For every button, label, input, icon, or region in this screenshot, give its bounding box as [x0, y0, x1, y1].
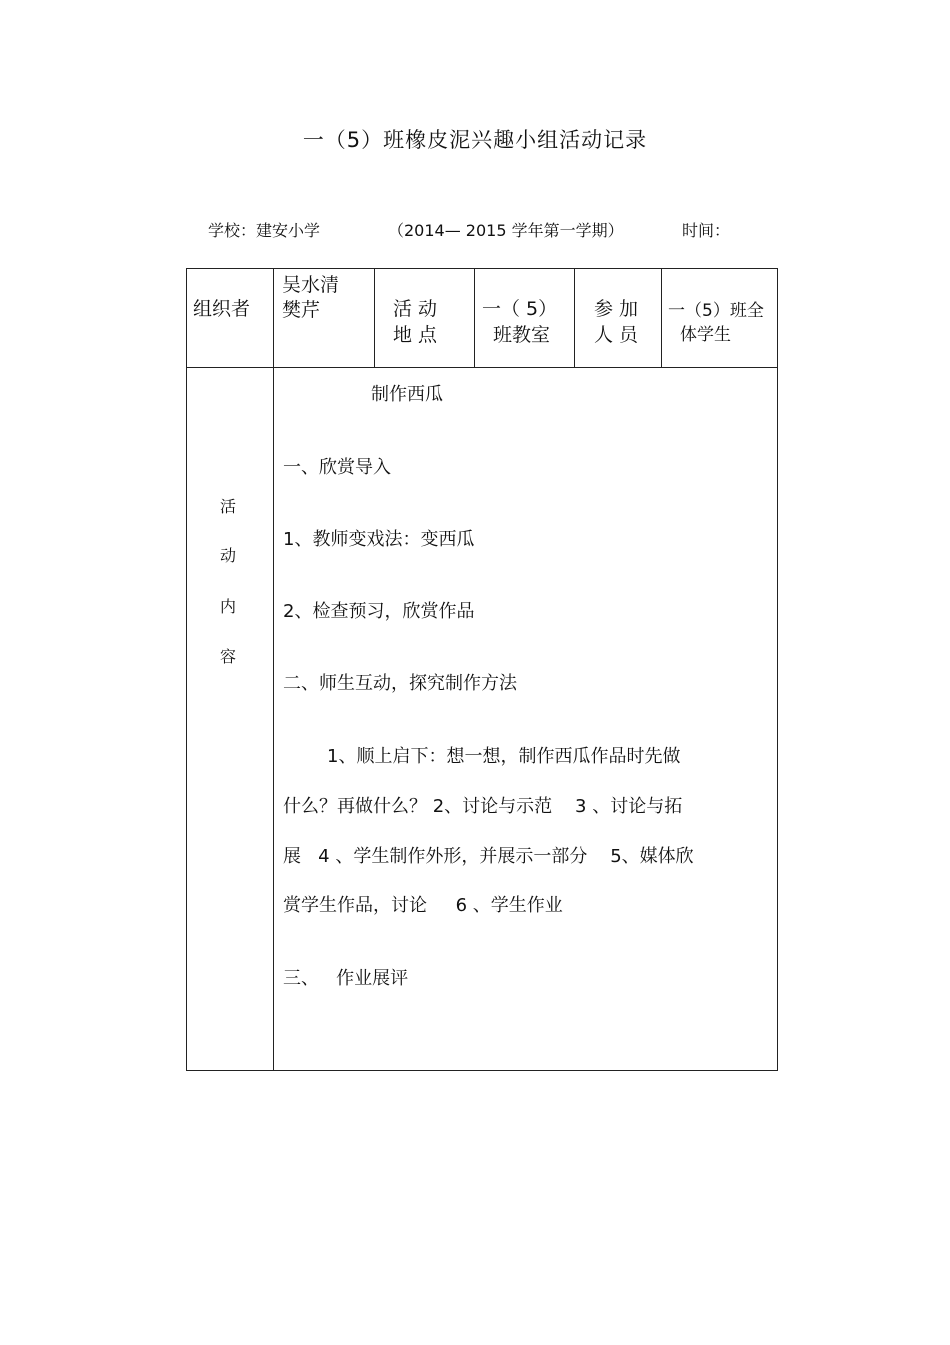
content-label-char-1: 活: [220, 497, 237, 516]
header-row-divider: [186, 367, 778, 368]
content-section-2: 二、师生互动，探究制作方法: [283, 673, 517, 694]
col-divider-1: [273, 268, 274, 1071]
content-label-char-3: 内: [220, 597, 237, 616]
table-border-top: [186, 268, 778, 269]
organizer-label: 组织者: [193, 298, 251, 320]
time-field: 时间：: [682, 221, 731, 240]
col-divider-4: [574, 268, 575, 368]
participants-line-1: 一（5）班全: [668, 301, 764, 321]
participants-line-2: 体学生: [680, 325, 731, 345]
content-section-1: 一、欣赏导入: [283, 457, 391, 478]
organizer-line-1: 吴水清: [282, 274, 340, 296]
table-border-left: [186, 268, 187, 1071]
content-section-3: 三、 作业展评: [283, 968, 409, 989]
content-item-2: 2、检查预习，欣赏作品: [283, 601, 475, 622]
participants-label-line-1: 参 加: [594, 298, 639, 320]
content-label-char-2: 动: [220, 546, 237, 565]
location-label-line-2: 地 点: [393, 324, 438, 346]
organizer-line-2: 樊芹: [282, 299, 321, 321]
location-label-line-1: 活 动: [393, 298, 438, 320]
content-paragraph-line-3: 展 4 、学生制作外形，并展示一部分 5、媒体欣: [283, 846, 694, 867]
page-title: 一（5）班橡皮泥兴趣小组活动记录: [302, 128, 648, 152]
content-paragraph-line-1: 1、顺上启下：想一想，制作西瓜作品时先做: [327, 746, 681, 767]
participants-label-line-2: 人 员: [594, 324, 639, 346]
location-line-2: 班教室: [493, 324, 551, 346]
content-paragraph-line-4: 赏学生作品，讨论 6 、学生作业: [283, 895, 563, 916]
term-field: （2014— 2015 学年第一学期）: [388, 221, 624, 240]
col-divider-5: [661, 268, 662, 368]
table-border-right: [777, 268, 778, 1071]
content-label-char-4: 容: [220, 647, 237, 666]
school-field: 学校：建安小学: [208, 221, 321, 240]
content-heading: 制作西瓜: [371, 384, 443, 405]
content-paragraph-line-2: 什么？再做什么？ 2、讨论与示范 3 、讨论与拓: [283, 796, 683, 817]
content-item-1: 1、教师变戏法：变西瓜: [283, 529, 475, 550]
table-border-bottom: [186, 1070, 778, 1071]
col-divider-2: [374, 268, 375, 368]
location-line-1: 一（ 5）: [482, 298, 558, 320]
col-divider-3: [474, 268, 475, 368]
